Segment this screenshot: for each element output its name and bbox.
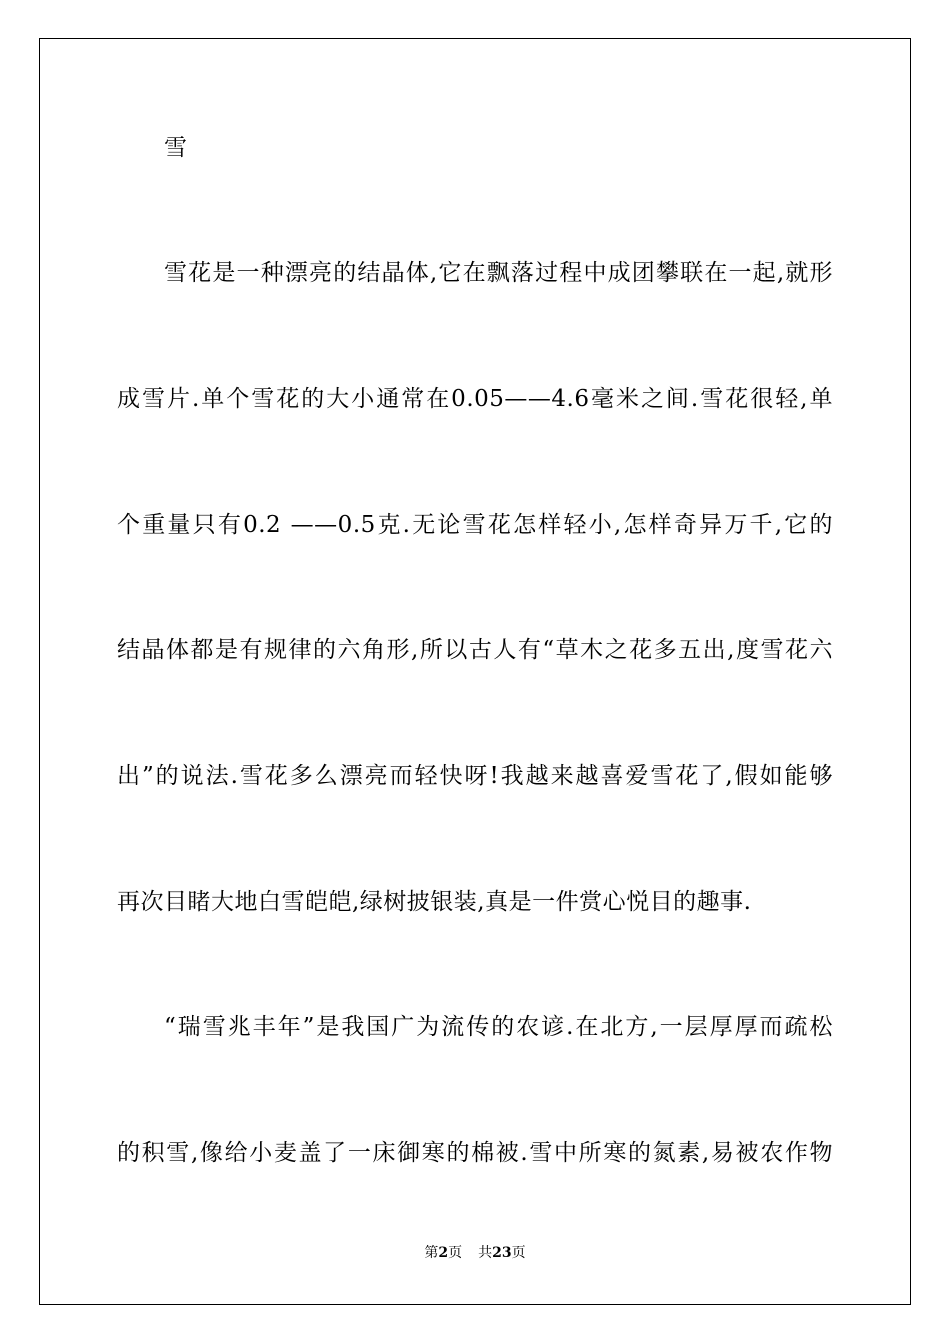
paragraph-line: 再次目睹大地白雪皑皑,绿树披银装,真是一件赏心悦目的趣事.	[117, 889, 752, 915]
paragraph-line: 出”的说法.雪花多么漂亮而轻快呀!我越来越喜爱雪花了,假如能够	[117, 763, 833, 789]
page-number-suffix: 页	[448, 1245, 463, 1261]
page-border	[39, 38, 911, 1305]
page-number-prefix: 第	[424, 1245, 439, 1261]
document-heading: 雪	[164, 135, 188, 161]
paragraph-line: 结晶体都是有规律的六角形,所以古人有“草木之花多五出,度雪花六	[117, 637, 833, 663]
paragraph-line: 雪花是一种漂亮的结晶体,它在飘落过程中成团攀联在一起,就形	[164, 260, 833, 286]
paragraph-line: 个重量只有0.2 ——0.5克.无论雪花怎样轻小,怎样奇异万千,它的	[117, 512, 833, 538]
page-number: 2	[438, 1245, 449, 1261]
paragraph-line: 成雪片.单个雪花的大小通常在0.05——4.6毫米之间.雪花很轻,单	[117, 386, 833, 412]
page-footer	[0, 1244, 950, 1262]
total-pages-suffix: 页	[511, 1245, 526, 1261]
paragraph-line: “瑞雪兆丰年”是我国广为流传的农谚.在北方,一层厚厚而疏松	[164, 1014, 833, 1040]
total-pages: 23	[492, 1245, 512, 1261]
paragraph-line: 的积雪,像给小麦盖了一床御寒的棉被.雪中所寒的氮素,易被农作物	[117, 1140, 833, 1166]
total-pages-prefix: 共	[478, 1245, 493, 1261]
